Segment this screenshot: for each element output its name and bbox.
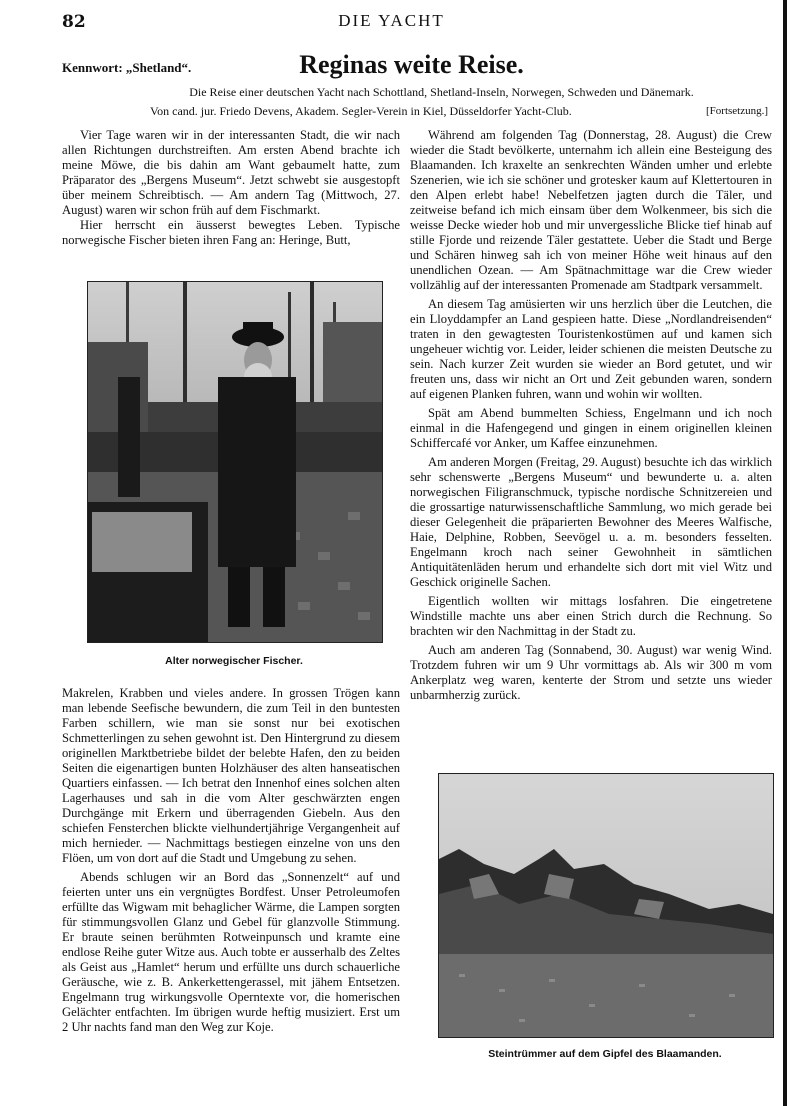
paragraph: Makrelen, Krabben und vieles andere. In grossen Trögen kann man lebende Seefische bewundern, die zum Teil in den buntesten Farben schillern, wie man sie sonst nur bei exotischen Schmetterlingen zu sehen gewohnt ist. Den Hintergrund zu diesem originellen Marktbetriebe bildet der belebte Hafen, den zu beiden Seiten die eigenartigen bunten Holzhäuser des alten hanseatischen Quartiers einfassen. — Ich betrat den Innenhof eines solchen alten Lagerhauses und sah in die vom Alter geschwärzten engen Durchgänge mit Erkern und überragenden Giebeln. Aus den schiefen Fensterchen blickte vielhundertjährige Vergangenheit auf mich hernieder. — Nachmittags bestiegen einzelne von uns den Flöen, um von dort auf die Stadt und Umgebung zu sehen. bbox=[62, 686, 400, 865]
paragraph: Eigentlich wollten wir mittags losfahren. Die eingetretene Windstille machte uns aber einen Strich durch die Rechnung. So brachten wir den Nachmittag in der Stadt zu. bbox=[410, 594, 772, 638]
fisherman-photo-image bbox=[88, 282, 382, 642]
column-right bbox=[410, 128, 772, 703]
article-subtitle: Die Reise einer deutschen Yacht nach Schottland, Shetland-Inseln, Norwegen, Schweden und Dänemark. bbox=[189, 85, 694, 99]
paragraph: Spät am Abend bummelten Schiess, Engelmann und ich noch einmal in die Hafengegend und gingen in einem originellen kleinen Schiffercafé vor Anker, um Kaffee einzunehmen. bbox=[410, 406, 772, 450]
article-title: Reginas weite Reise. bbox=[299, 50, 524, 79]
paragraph: Auch am anderen Tag (Sonnabend, 30. August) war wenig Wind. Trotzdem fuhren wir um 9 Uhr vormittags ab. Als wir 300 m vom Ankerplatz weg waren, kenterte der Strom und setzte uns wieder unbarmherzig zurück. bbox=[410, 643, 772, 702]
figure-caption: Steintrümmer auf dem Gipfel des Blaamanden. bbox=[488, 1048, 722, 1060]
fisherman-photo bbox=[87, 281, 383, 643]
column-left-bottom bbox=[62, 686, 400, 1035]
running-head: DIE YACHT bbox=[338, 11, 445, 30]
paragraph: Während am folgenden Tag (Donnerstag, 28. August) die Crew wieder die Stadt bevölkerte, unternahm ich allein eine Besteigung des Blaamanden. Ich kraxelte an senkrechten Wänden umher und erlebte Szenerien, wie ich sie schöner und grotesker kaum auf Klettertouren in den Alpen erlebt habe! Nebelfetzen jagten durch die Täler, und zeitweise befand ich mich einsam über dem Wolkenmeer, bis sich die weisse Decke wieder hob und mir unvergessliche Blicke tief hinab auf stille Fjorde und reizende Täler gestattete. Ueber die Stadt und Berge und Schären hinweg sah ich von meiner Höhe weit hinaus auf den unendlichen Ozean. — Am Spätnachmittage war die Crew wieder vollzählig auf der interessanten Promenade am Stadtpark versammelt. bbox=[410, 128, 772, 292]
page-edge-rule bbox=[783, 0, 787, 1106]
kennwort: Kennwort: „Shetland“. bbox=[62, 60, 192, 75]
paragraph: Am anderen Morgen (Freitag, 29. August) besuchte ich das wirklich sehr schenswerte „Bergens Museum“ und bewunderte u. a. alten norwegischen Filigranschmuck, typische nordische Schnitzereien und die grossartige naturwissenschaftliche Sammlung, wo mich gerade bei dieser Gelegenheit die präparierten Bewohner des Meeres Walfische, Haie, Delphine, Robben, Seevögel u. a. m. besonders fesselten. Engelmann kroch nach seiner Gewohnheit in sämtlichen Antiquitätenläden herum und erhandelte sich dort mit viel Witz und Geschick originelle Sachen. bbox=[410, 455, 772, 589]
summit-rocks-photo-image bbox=[439, 774, 773, 1037]
page-number: 82 bbox=[62, 12, 86, 32]
figure-caption: Alter norwegischer Fischer. bbox=[165, 655, 303, 667]
paragraph: Abends schlugen wir an Bord das „Sonnenzelt“ auf und feierten unter uns ein vergnügtes Bordfest. Unser Petroleumofen erfüllte das Wigwam mit behaglicher Wärme, die Lampen sorgten für stimmungsvollen Glanz und Gebel für glanzvolle Stimmung. Er braute seinen berühmten Rotweinpunsch und kramte eine endlose Reihe guter Witze aus. Auch tobte er ausserhalb des Zeltes als Geist aus „Hamlet“ herum und erfüllte uns durch schauerliche Geräusche, wie z. B. Ankerkettengerassel, mit jähem Entsetzen. Engelmann trug wirkungsvolle Operntexte vor, die homerischen Gelächter entfachten. Im übrigen wurde heftig musiziert. Erst um 2 Uhr nachts fand man den Weg zur Koje. bbox=[62, 870, 400, 1034]
article-byline: Von cand. jur. Friedo Devens, Akadem. Segler-Verein in Kiel, Düsseldorfer Yacht-Club. bbox=[150, 104, 572, 118]
column-left-top bbox=[62, 128, 400, 248]
summit-rocks-photo bbox=[438, 773, 774, 1038]
paragraph: Vier Tage waren wir in der interessanten Stadt, die wir nach allen Richtungen durchstreiften. Am ersten Abend brachte ich meine Möwe, die bis dahin am Want gebaumelt hatte, zum Präparator des „Bergens Museum“. Jetzt schwebt sie ausgestopft über meinem Schreibtisch. — Am andern Tag (Mittwoch, 27. August) waren wir schon früh auf dem Fischmarkt. bbox=[62, 128, 400, 217]
continuation-note: [Fortsetzung.] bbox=[706, 105, 769, 117]
paragraph: An diesem Tag amüsierten wir uns herzlich über die Leutchen, die ein Lloyddampfer an Land gespieen hatte. Diese „Nordlandreisenden“ traten in den gewagtesten Touristenkostümen auf und kamen sich ungeheuer wichtig vor. Leider, leider schienen die meisten Deutsche zu sein. Nach kurzer Zeit wurden sie wieder an Bord getutet, und wir freuten uns, dass wir nicht an Ort und Zeit gebunden waren, sondern auf eigenen Planken fuhren, wann und wohin wir wollten. bbox=[410, 297, 772, 401]
paragraph: Hier herrscht ein äusserst bewegtes Leben. Typische norwegische Fischer bieten ihren Fang an: Heringe, Butt, bbox=[62, 218, 400, 247]
